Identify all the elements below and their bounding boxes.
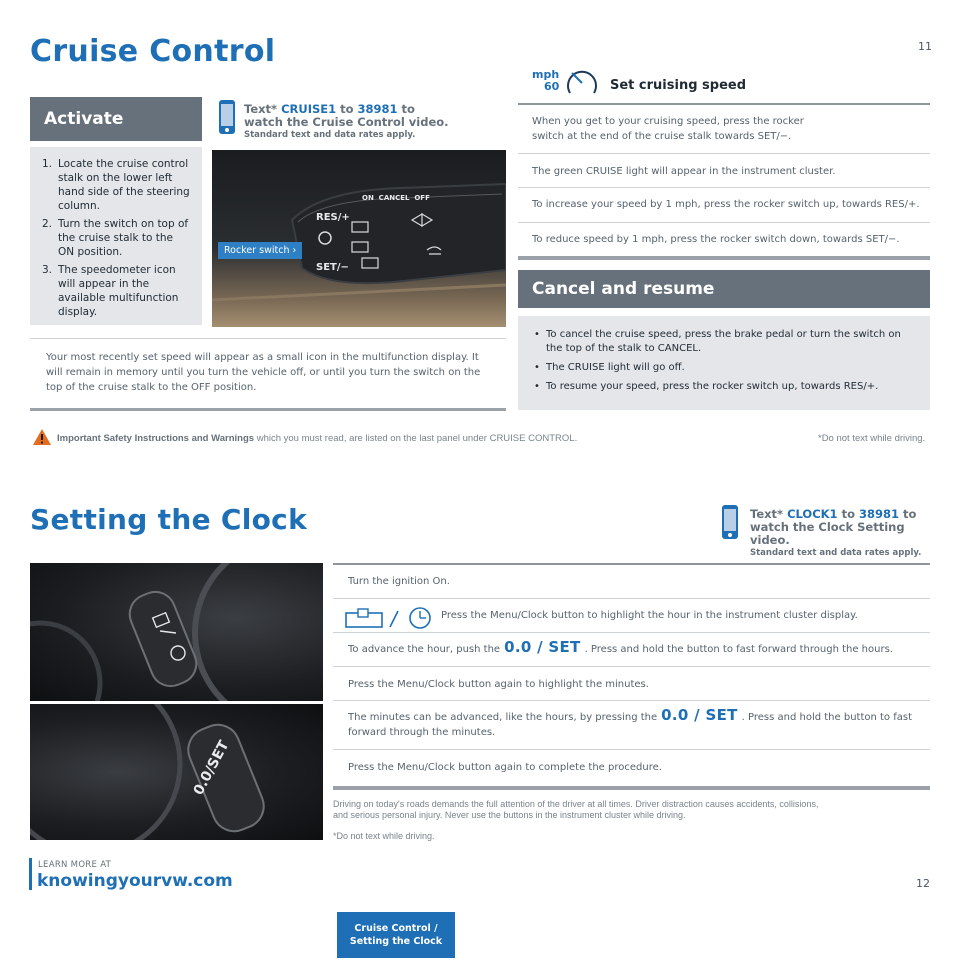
- page-number-11: 11: [918, 40, 932, 53]
- learn-more-label: LEARN MORE AT: [38, 860, 112, 870]
- list-item: • The CRUISE light will go off.: [532, 361, 916, 375]
- page-number-12: 12: [916, 877, 930, 890]
- chevron-right-icon: ›: [292, 245, 297, 256]
- clock-step: To advance the hour, push the 0.0 / SET . Press and hold the button to fast forward through the hours.: [348, 638, 893, 656]
- set-button-chip: 0.0 / SET: [661, 706, 738, 724]
- set-button-chip: 0.0 / SET: [504, 638, 581, 656]
- speed-value: 60: [544, 80, 560, 93]
- list-item: • To cancel the cruise speed, press the brake pedal or turn the switch on the top of the stalk to CANCEL.: [532, 328, 916, 356]
- cancel-resume-list: [532, 328, 916, 394]
- phone-icon: [219, 100, 235, 134]
- set-speed-step: When you get to your cruising speed, press the rocker switch at the end of the cruise stalk towards SET/−.: [532, 116, 804, 142]
- warning-icon: [32, 428, 52, 446]
- gauge-icon: [564, 65, 600, 99]
- cancel-resume-band: [518, 270, 930, 308]
- cruise-stalk-illustration: [212, 150, 506, 327]
- res-label: RES/+: [316, 212, 350, 223]
- set-label: SET/−: [316, 262, 349, 273]
- divider: [518, 222, 930, 223]
- do-not-text-note: *Do not text while driving.: [818, 433, 926, 444]
- set-speed-step: To reduce speed by 1 mph, press the rocker switch down, towards SET/−.: [532, 234, 900, 245]
- memory-note: Your most recently set speed will appear as a small icon in the multifunction display. It will remain in memory until you turn the vehicle off, or until you turn the switch on the top of the cruise stalk to the OFF position.: [46, 352, 481, 393]
- clock-text-cta: Text* CLOCK1 to 38981 to watch the Clock Setting video. Standard text and data rates apply.: [750, 507, 922, 558]
- activate-heading-band: [30, 97, 202, 141]
- clock-step: The minutes can be advanced, like the hours, by pressing the 0.0 / SET . Press and hold the button to fast forward through the minutes.: [348, 706, 913, 738]
- list-item: • To resume your speed, press the rocker switch up, towards RES/+.: [532, 380, 916, 394]
- activate-step: 1. Locate the cruise control stalk on the lower left hand side of the steering column.: [42, 158, 190, 212]
- set-speed-step: To increase your speed by 1 mph, press the rocker switch up, towards RES/+.: [532, 199, 920, 210]
- clock-step: Press the Menu/Clock button to highlight the hour in the instrument cluster display.: [441, 610, 858, 621]
- website-link[interactable]: knowingyourvw.com: [37, 871, 233, 891]
- cruise-control-title: Cruise Control: [30, 34, 276, 69]
- cruise-shortcode: 38981: [357, 102, 398, 116]
- divider: [30, 338, 506, 339]
- clock-keyword: CLOCK1: [787, 507, 838, 521]
- clock-step: Press the Menu/Clock button again to highlight the minutes.: [348, 679, 649, 690]
- on-cancel-off-label: ON CANCEL OFF: [362, 194, 430, 202]
- activate-step: 2. Turn the switch on top of the cruise stalk to the ON position.: [42, 218, 189, 258]
- divider: [333, 700, 930, 701]
- divider: [333, 632, 930, 633]
- divider: [333, 563, 930, 565]
- set-button-label: 0.0/SET: [190, 738, 233, 798]
- set-button-illustration: [30, 704, 323, 840]
- activate-steps: [42, 157, 190, 319]
- divider: [333, 749, 930, 750]
- divider: [333, 598, 930, 599]
- clock-shortcode: 38981: [858, 507, 899, 521]
- clock-step: Turn the ignition On.: [348, 576, 450, 587]
- cruise-stalk-photo: [212, 150, 506, 327]
- phone-icon: [722, 505, 738, 539]
- set-button-photo: [30, 704, 323, 840]
- menu-clock-button-photo: [30, 563, 323, 701]
- divider: [518, 187, 930, 188]
- speedometer-icon: [530, 65, 602, 99]
- activate-steps-panel: [30, 147, 202, 325]
- clock-step: Press the Menu/Clock button again to complete the procedure.: [348, 762, 662, 773]
- distraction-warning: Driving on today's roads demands the full attention of the driver at all times. Driver distraction causes accidents, collisions, and serious personal injury. Never use the buttons in the instrument cluster while driving.: [333, 799, 819, 820]
- divider: [518, 103, 930, 105]
- speed-unit: mph: [532, 68, 560, 81]
- cancel-resume-heading: Cancel and resume: [532, 279, 715, 299]
- cruise-text-cta: Text* CRUISE1 to 38981 to watch the Cruise Control video. Standard text and data rates apply.: [244, 102, 449, 140]
- section-tab[interactable]: Cruise Control / Setting the Clock: [337, 912, 455, 958]
- set-speed-heading: Set cruising speed: [610, 78, 747, 93]
- rocker-switch-callout: Rocker switch ›: [218, 242, 302, 259]
- divider: [518, 153, 930, 154]
- divider-thick: [30, 408, 506, 411]
- safety-notice: Important Safety Instructions and Warnings which you must read, are listed on the last panel under CRUISE CONTROL.: [57, 433, 578, 444]
- cruise-keyword: CRUISE1: [281, 102, 337, 116]
- activate-heading: Activate: [44, 109, 124, 129]
- clock-do-not-text-note: *Do not text while driving.: [333, 831, 435, 841]
- menu-clock-button-icons: [344, 605, 434, 631]
- cancel-resume-panel: [518, 316, 930, 410]
- divider-thick: [518, 256, 930, 260]
- activate-step: 3. The speedometer icon will appear in the available multifunction display.: [42, 264, 179, 318]
- divider-thick: [333, 786, 930, 790]
- divider: [333, 666, 930, 667]
- set-speed-step: The green CRUISE light will appear in the instrument cluster.: [532, 166, 836, 177]
- clock-title: Setting the Clock: [30, 503, 308, 536]
- footer-accent-bar: [29, 858, 32, 890]
- cluster-illustration: [30, 563, 323, 701]
